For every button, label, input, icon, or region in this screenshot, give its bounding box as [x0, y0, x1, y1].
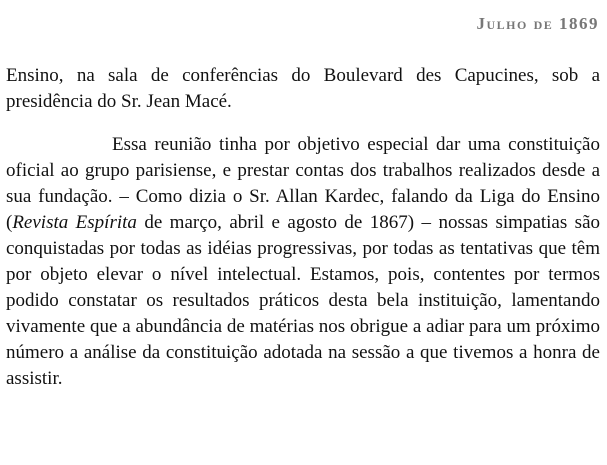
- journal-title-italic: Revista Espírita: [12, 212, 137, 233]
- paragraph-2-text-start: Essa reunião tinha por objetivo especial dar uma constituição oficial ao grupo parisiense, e prestar contas dos trabalhos realizados desde a sua fundação. – Como dizia o Sr. Allan Kardec, falando da Liga do Ensino (: [6, 134, 600, 233]
- paragraph-1: Ensino, na sala de conferências do Boulevard des Capucines, sob a presidência do Sr. Jean Macé.: [6, 65, 600, 112]
- paragraph-2-text-end: de março, abril e agosto de 1867) – nossas simpatias são conquistadas por todas as idéias progressivas, por todas as tentativas que têm por objeto elevar o nível intelectual. Estamos, pois, contentes por termos podido constatar os resultados práticos desta bela instituição, lamentando vivamente que a abundância de matérias nos obrigue a adiar para um próximo número a análise da constituição adotada na sessão a que tivemos a honra de assistir.: [6, 212, 601, 389]
- document-body: [6, 63, 600, 392]
- running-head: Julho de 1869: [476, 14, 599, 33]
- paragraph-2: [6, 132, 600, 392]
